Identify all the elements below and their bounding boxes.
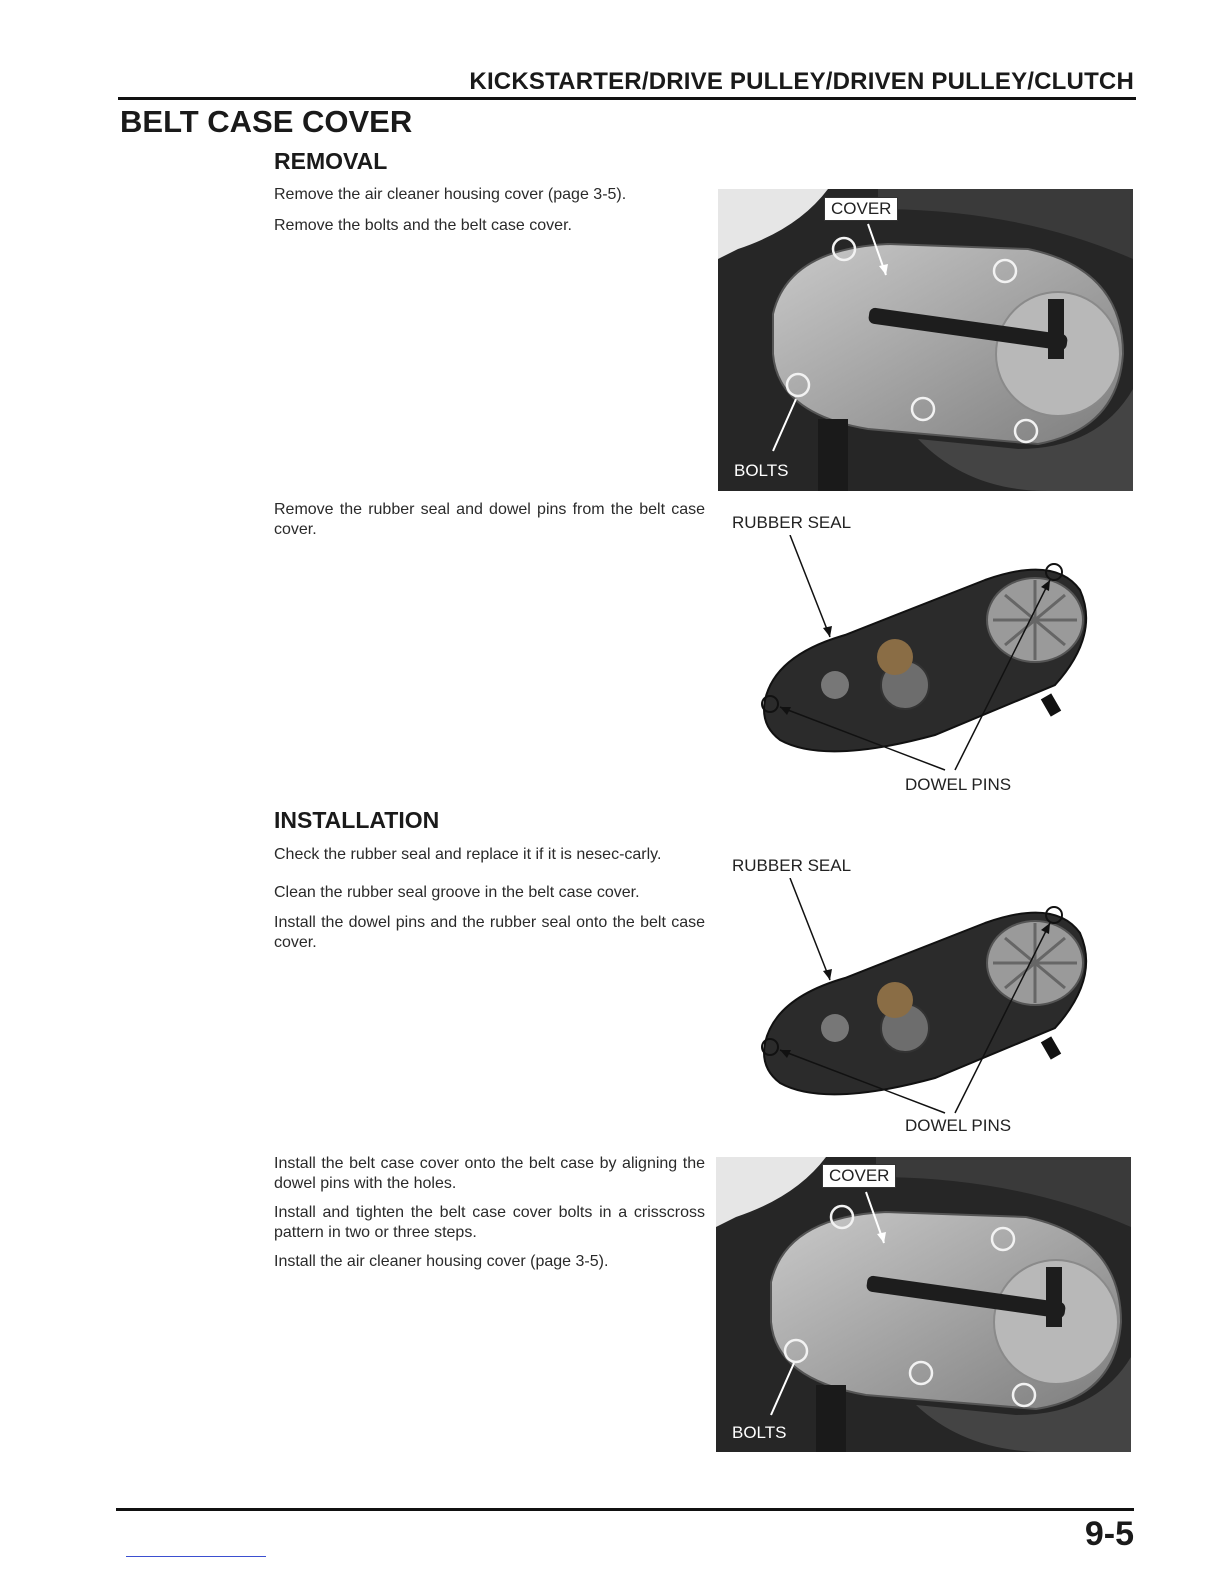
installation-heading: INSTALLATION xyxy=(274,807,440,833)
page-title: BELT CASE COVER xyxy=(120,104,413,139)
installation-step-2: Clean the rubber seal groove in the belt case cover. xyxy=(274,884,640,901)
cover-inner-photo-removal xyxy=(735,535,1125,780)
removal-step-2: Remove the bolts and the belt case cover. xyxy=(274,217,572,234)
removal-step-1: Remove the air cleaner housing cover (page 3-5). xyxy=(274,186,627,203)
cover-inner-photo-installation xyxy=(735,878,1125,1123)
installation-step-1: Check the rubber seal and replace it if it is nesec-carly. xyxy=(274,846,662,863)
page-number: 9-5 xyxy=(1084,1515,1134,1553)
removal-step-3: Remove the rubber seal and dowel pins from the belt case cover. xyxy=(274,501,705,538)
figure4-cover-label: COVER xyxy=(822,1164,896,1188)
section-header: KICKSTARTER/DRIVE PULLEY/DRIVEN PULLEY/CLUTCH xyxy=(469,68,1134,95)
figure4-bolts-label: BOLTS xyxy=(732,1423,787,1442)
figure3-rubber-seal-label: RUBBER SEAL xyxy=(732,856,852,875)
header-rule xyxy=(118,97,1136,100)
cover-installation-photo xyxy=(716,1157,1131,1452)
figure3-dowel-pins-label: DOWEL PINS xyxy=(905,1116,1012,1135)
figure2-rubber-seal-label: RUBBER SEAL xyxy=(732,513,852,532)
footer-rule xyxy=(116,1508,1134,1511)
footer-link-line xyxy=(126,1556,266,1557)
installation-step-4: Install the belt case cover onto the belt case by aligning the dowel pins with the holes. xyxy=(274,1155,705,1192)
cover-removal-photo xyxy=(718,189,1133,491)
figure2-dowel-pins-label: DOWEL PINS xyxy=(905,775,1012,794)
figure1-bolts-label: BOLTS xyxy=(734,461,789,480)
removal-heading: REMOVAL xyxy=(274,148,388,174)
installation-step-5: Install and tighten the belt case cover bolts in a crisscross pattern in two or three steps. xyxy=(274,1204,705,1241)
installation-step-3: Install the dowel pins and the rubber seal onto the belt case cover. xyxy=(274,914,705,951)
installation-step-6: Install the air cleaner housing cover (page 3-5). xyxy=(274,1253,609,1270)
figure1-cover-label: COVER xyxy=(824,197,898,221)
